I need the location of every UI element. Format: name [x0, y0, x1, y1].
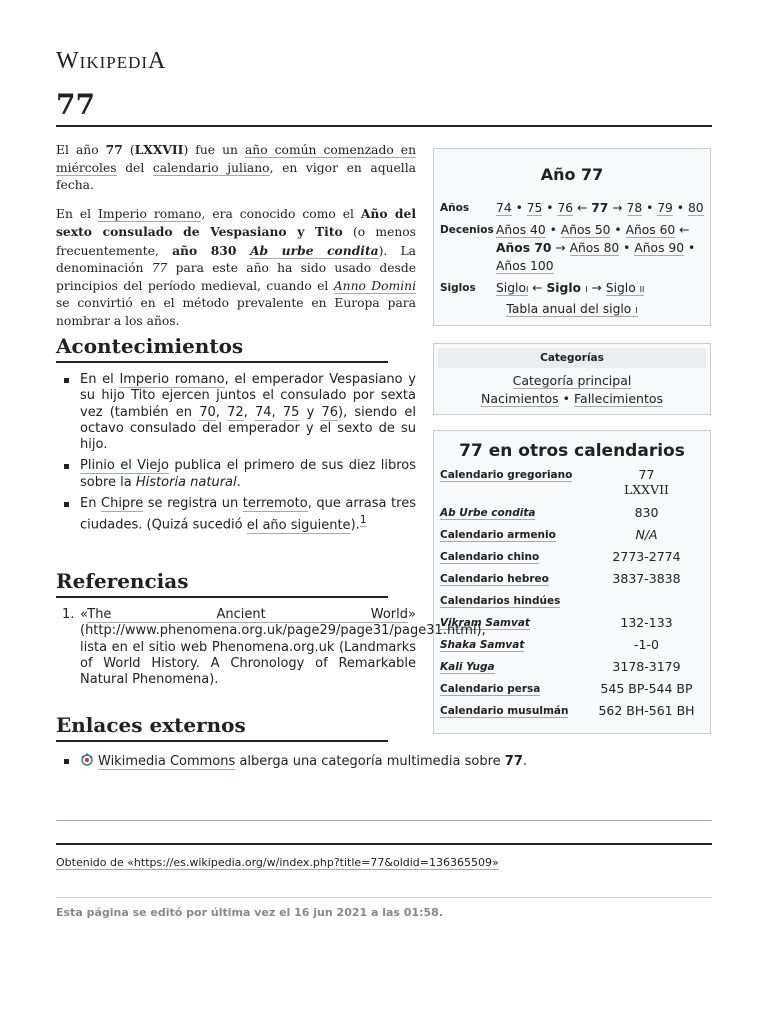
link-chipre[interactable]: Chipre: [101, 496, 144, 512]
cal-value: 545 BP-544 BP: [600, 681, 693, 696]
wordmark-a: A: [148, 48, 167, 74]
footer-divider-bottom: [56, 897, 712, 898]
text: ,: [271, 404, 283, 420]
year-link[interactable]: 75: [526, 201, 543, 215]
century-roman: I: [585, 285, 588, 294]
text: En el: [80, 372, 120, 387]
link-anno-domini[interactable]: Anno Domini: [333, 278, 416, 293]
categories-box: [433, 343, 711, 415]
text: para este año ha sido usado desde principios del período medieval, cuando el: [56, 261, 416, 293]
text: y: [299, 404, 322, 420]
link-calendario-juliano[interactable]: calendario juliano: [152, 160, 270, 175]
link-ab-urbe-condita[interactable]: Ab urbe condita: [249, 242, 379, 258]
wikimedia-commons-icon: [80, 753, 94, 767]
cal-key: [438, 571, 587, 593]
cal-key: [438, 681, 587, 703]
cal-key: [438, 703, 587, 725]
cal-key-link[interactable]: Calendario persa: [440, 683, 541, 695]
cal-key-link[interactable]: Calendario hebreo: [440, 573, 549, 585]
text: se convirtió en el método prevalente en Europa para nombrar a los años.: [56, 296, 416, 328]
text: , era conocido como el: [201, 206, 361, 221]
cal-key: [438, 527, 587, 549]
century-roman: II: [639, 285, 645, 294]
infobox-title: Año 77: [540, 165, 604, 184]
text: » (http://www.phenomena.org.uk/page29/page31/page31.html), lista en el sitio web Phenomena.org.uk (Landmarks of World History. A Chronology of Remarkable Natural Phenomena).: [80, 607, 486, 688]
link-ano-comun[interactable]: año común comenzado en miércoles: [56, 143, 416, 175]
cal-key: [438, 505, 587, 527]
cal-value: 562 BH-561 BH: [598, 703, 695, 718]
text: (o menos frecuentemente,: [56, 225, 416, 258]
text: .: [522, 754, 528, 769]
section-heading-events: Acontecimientos: [56, 334, 388, 363]
footnote-link[interactable]: 1: [359, 513, 367, 527]
footer-source: [56, 856, 499, 869]
infobox-anos: 74 • 75 • 76 ← 77 → 78 • 79 • 80: [496, 201, 704, 215]
cal-key: [438, 593, 587, 615]
cal-key: [438, 549, 587, 571]
ref-number: 1.: [62, 607, 75, 622]
infobox-siglos: SigloI ← Siglo I → Siglo II: [496, 281, 645, 295]
ano-830-bold: año 830: [172, 242, 250, 258]
bullet: [64, 502, 69, 507]
infobox-tabla: [434, 302, 710, 316]
text: , el emperador Vespasiano y su hijo Tito ejercen juntos el consulado por sexta vez (también en: [80, 372, 416, 420]
year-link[interactable]: 78: [626, 201, 643, 215]
cal-value: 3837-3838: [612, 571, 681, 586]
cal-key-link[interactable]: Vikram Samvat: [440, 617, 530, 629]
text: (: [122, 143, 135, 157]
table-row: [438, 659, 706, 681]
century-label: Siglo: [546, 281, 581, 295]
calendars-title: 77 en otros calendarios: [459, 441, 685, 461]
infobox-label-siglos: Siglos: [440, 282, 476, 294]
table-row: [438, 681, 706, 703]
page-title: 77: [56, 88, 95, 121]
tabla-roman: I: [635, 306, 638, 315]
text-italic: 77: [151, 261, 168, 275]
external-links-list: [58, 753, 558, 775]
text: En el: [56, 206, 99, 221]
wordmark-middle: IKIPEDI: [79, 53, 149, 72]
cal-value: 830: [634, 505, 659, 520]
infobox-label-decenios: Decenios: [440, 224, 494, 236]
intro-text: [56, 141, 416, 340]
cal-key-link[interactable]: Calendario musulmán: [440, 705, 569, 717]
link-imperio-romano[interactable]: Imperio romano: [119, 372, 225, 387]
cal-value: 3178-3179: [612, 659, 681, 674]
cal-value: N/A: [635, 527, 658, 542]
century-link[interactable]: [496, 281, 528, 296]
bullet: [64, 378, 69, 383]
cal-key-link[interactable]: Ab Urbe condita: [440, 507, 536, 519]
list-item: [58, 496, 416, 534]
link-terremoto[interactable]: terremoto: [242, 496, 308, 512]
year-link[interactable]: 79: [657, 201, 673, 215]
decade-link[interactable]: Años 50: [560, 223, 611, 237]
text: El año: [56, 143, 106, 157]
cal-key-link[interactable]: Shaka Samvat: [440, 639, 525, 651]
cal-value: [587, 467, 706, 505]
text: ).: [350, 517, 360, 533]
cal-key-link[interactable]: Kali Yuga: [440, 661, 495, 673]
decade-link[interactable]: Años 60: [625, 223, 676, 237]
text: ), siendo el octavo consulado del emperador y el sexto de su hijo.: [80, 404, 417, 453]
cal-value: 132-133: [620, 615, 673, 630]
text: alberga una categoría multimedia sobre: [235, 754, 505, 769]
century-link[interactable]: [606, 281, 645, 296]
current-year: 77: [591, 201, 609, 215]
category-deaths-link[interactable]: Fallecimientos: [574, 391, 664, 406]
title-divider: [56, 125, 712, 127]
text: ,: [243, 404, 255, 420]
consulado-bold: Año del sexto consulado de Vespasiano y Tito: [56, 205, 416, 239]
link-el-ano-siguiente[interactable]: el año siguiente: [246, 517, 351, 533]
text: , en vigor en aquella fecha.: [56, 160, 416, 192]
year-infobox: [433, 148, 711, 326]
footer-divider-thick: [56, 843, 712, 845]
infobox-decenios: Años 40 • Años 50 • Años 60 ← Años 70 → Años 80 • Años 90 • Años 100: [496, 223, 696, 273]
list-item: [58, 753, 558, 770]
roman-year: LXXVII: [134, 142, 184, 157]
category-main-link[interactable]: Categoría principal: [512, 373, 632, 388]
century-roman: I: [525, 285, 529, 294]
section-heading-refs: Referencias: [56, 569, 388, 598]
intro-paragraph-1: [56, 141, 416, 195]
year-link[interactable]: 70: [199, 404, 216, 420]
list-item: [58, 458, 416, 491]
cal-value-roman: LXXVII: [623, 482, 669, 497]
cal-key-link[interactable]: Calendario gregoriano: [440, 469, 573, 481]
link-plinio[interactable]: Plinio el Viejo: [80, 458, 169, 474]
decade-link[interactable]: Años 90: [634, 241, 685, 255]
source-link[interactable]: Obtenido de «https://es.wikipedia.org/w/index.php?title=77&oldid=136365509»: [56, 856, 499, 869]
link-ancient-world[interactable]: The Ancient World: [87, 607, 409, 622]
bullet: [64, 464, 69, 469]
calendars-table: [438, 467, 706, 725]
table-row: [438, 571, 706, 593]
cal-value: 2773-2774: [612, 549, 681, 564]
year-link[interactable]: 76: [321, 404, 339, 420]
text-italic: Historia natural: [135, 474, 237, 490]
text: publica el primero de sus diez libros sobre la: [80, 458, 416, 490]
cal-value-text: 77: [638, 467, 655, 482]
wordmark-w: W: [56, 48, 80, 74]
table-row: [438, 703, 706, 725]
cal-key-link[interactable]: Calendarios hindúes: [440, 595, 561, 607]
text: .: [236, 474, 241, 490]
text: ). La denominación: [56, 243, 417, 275]
text: se registra un: [143, 496, 243, 512]
link-imperio-romano[interactable]: Imperio romano: [98, 206, 202, 221]
wikipedia-wordmark[interactable]: [56, 48, 166, 75]
decade-link[interactable]: Años 100: [496, 259, 554, 273]
cal-key-link[interactable]: Calendario armenio: [440, 529, 556, 541]
text: del: [116, 160, 153, 175]
current-century: [546, 281, 587, 295]
year-link[interactable]: 74: [254, 404, 272, 420]
text-bold: 77: [504, 754, 523, 769]
year-bold: 77: [105, 142, 123, 157]
table-row: [438, 467, 706, 505]
tabla-label: Tabla anual del siglo: [506, 302, 632, 316]
text: ,: [215, 404, 228, 420]
year-link[interactable]: 75: [282, 404, 300, 420]
list-item: [58, 372, 416, 453]
decade-link[interactable]: Años 40: [496, 223, 546, 237]
infobox-label-anos: Años: [440, 202, 470, 214]
bullet: [64, 759, 69, 764]
cal-value: [587, 593, 706, 615]
cal-key: [438, 467, 587, 505]
table-row: [438, 527, 706, 549]
link-wikimedia-commons[interactable]: Wikimedia Commons: [98, 754, 236, 769]
cal-key: [438, 659, 587, 681]
text: En: [80, 496, 101, 512]
calendars-box: [433, 430, 711, 734]
text: ) fue un: [183, 143, 245, 157]
tabla-anual-link[interactable]: [506, 302, 637, 317]
footer-divider-thin: [56, 820, 712, 821]
decade-link[interactable]: Años 80: [569, 241, 620, 255]
table-row: [438, 549, 706, 571]
categories-links: Categoría principal Nacimientos • Fallecimientos: [480, 373, 664, 406]
cal-key-link[interactable]: Calendario chino: [440, 551, 540, 563]
text: «: [80, 607, 88, 622]
section-heading-links: Enlaces externos: [56, 713, 388, 742]
year-link[interactable]: 76: [557, 201, 574, 215]
table-row: [438, 505, 706, 527]
text: , que arrasa tres ciudades. (Quizá sucedió: [80, 496, 416, 533]
century-label: Siglo: [605, 281, 636, 295]
cal-key: [438, 637, 587, 659]
year-link[interactable]: 74: [496, 201, 512, 215]
last-edited: Esta página se editó por última vez el 16 jun 2021 a las 01:58.: [56, 906, 443, 919]
century-label: Siglo: [496, 281, 526, 295]
cal-value: -1-0: [634, 637, 659, 652]
year-link[interactable]: 80: [687, 201, 704, 215]
year-link[interactable]: 72: [227, 404, 244, 420]
category-births-link[interactable]: Nacimientos: [480, 391, 559, 406]
categories-heading: Categorías: [438, 348, 706, 368]
table-row: [438, 593, 706, 615]
current-decade: Años 70: [496, 241, 552, 255]
events-list: [58, 372, 416, 539]
intro-paragraph-2: [56, 205, 416, 331]
table-row: [438, 637, 706, 659]
